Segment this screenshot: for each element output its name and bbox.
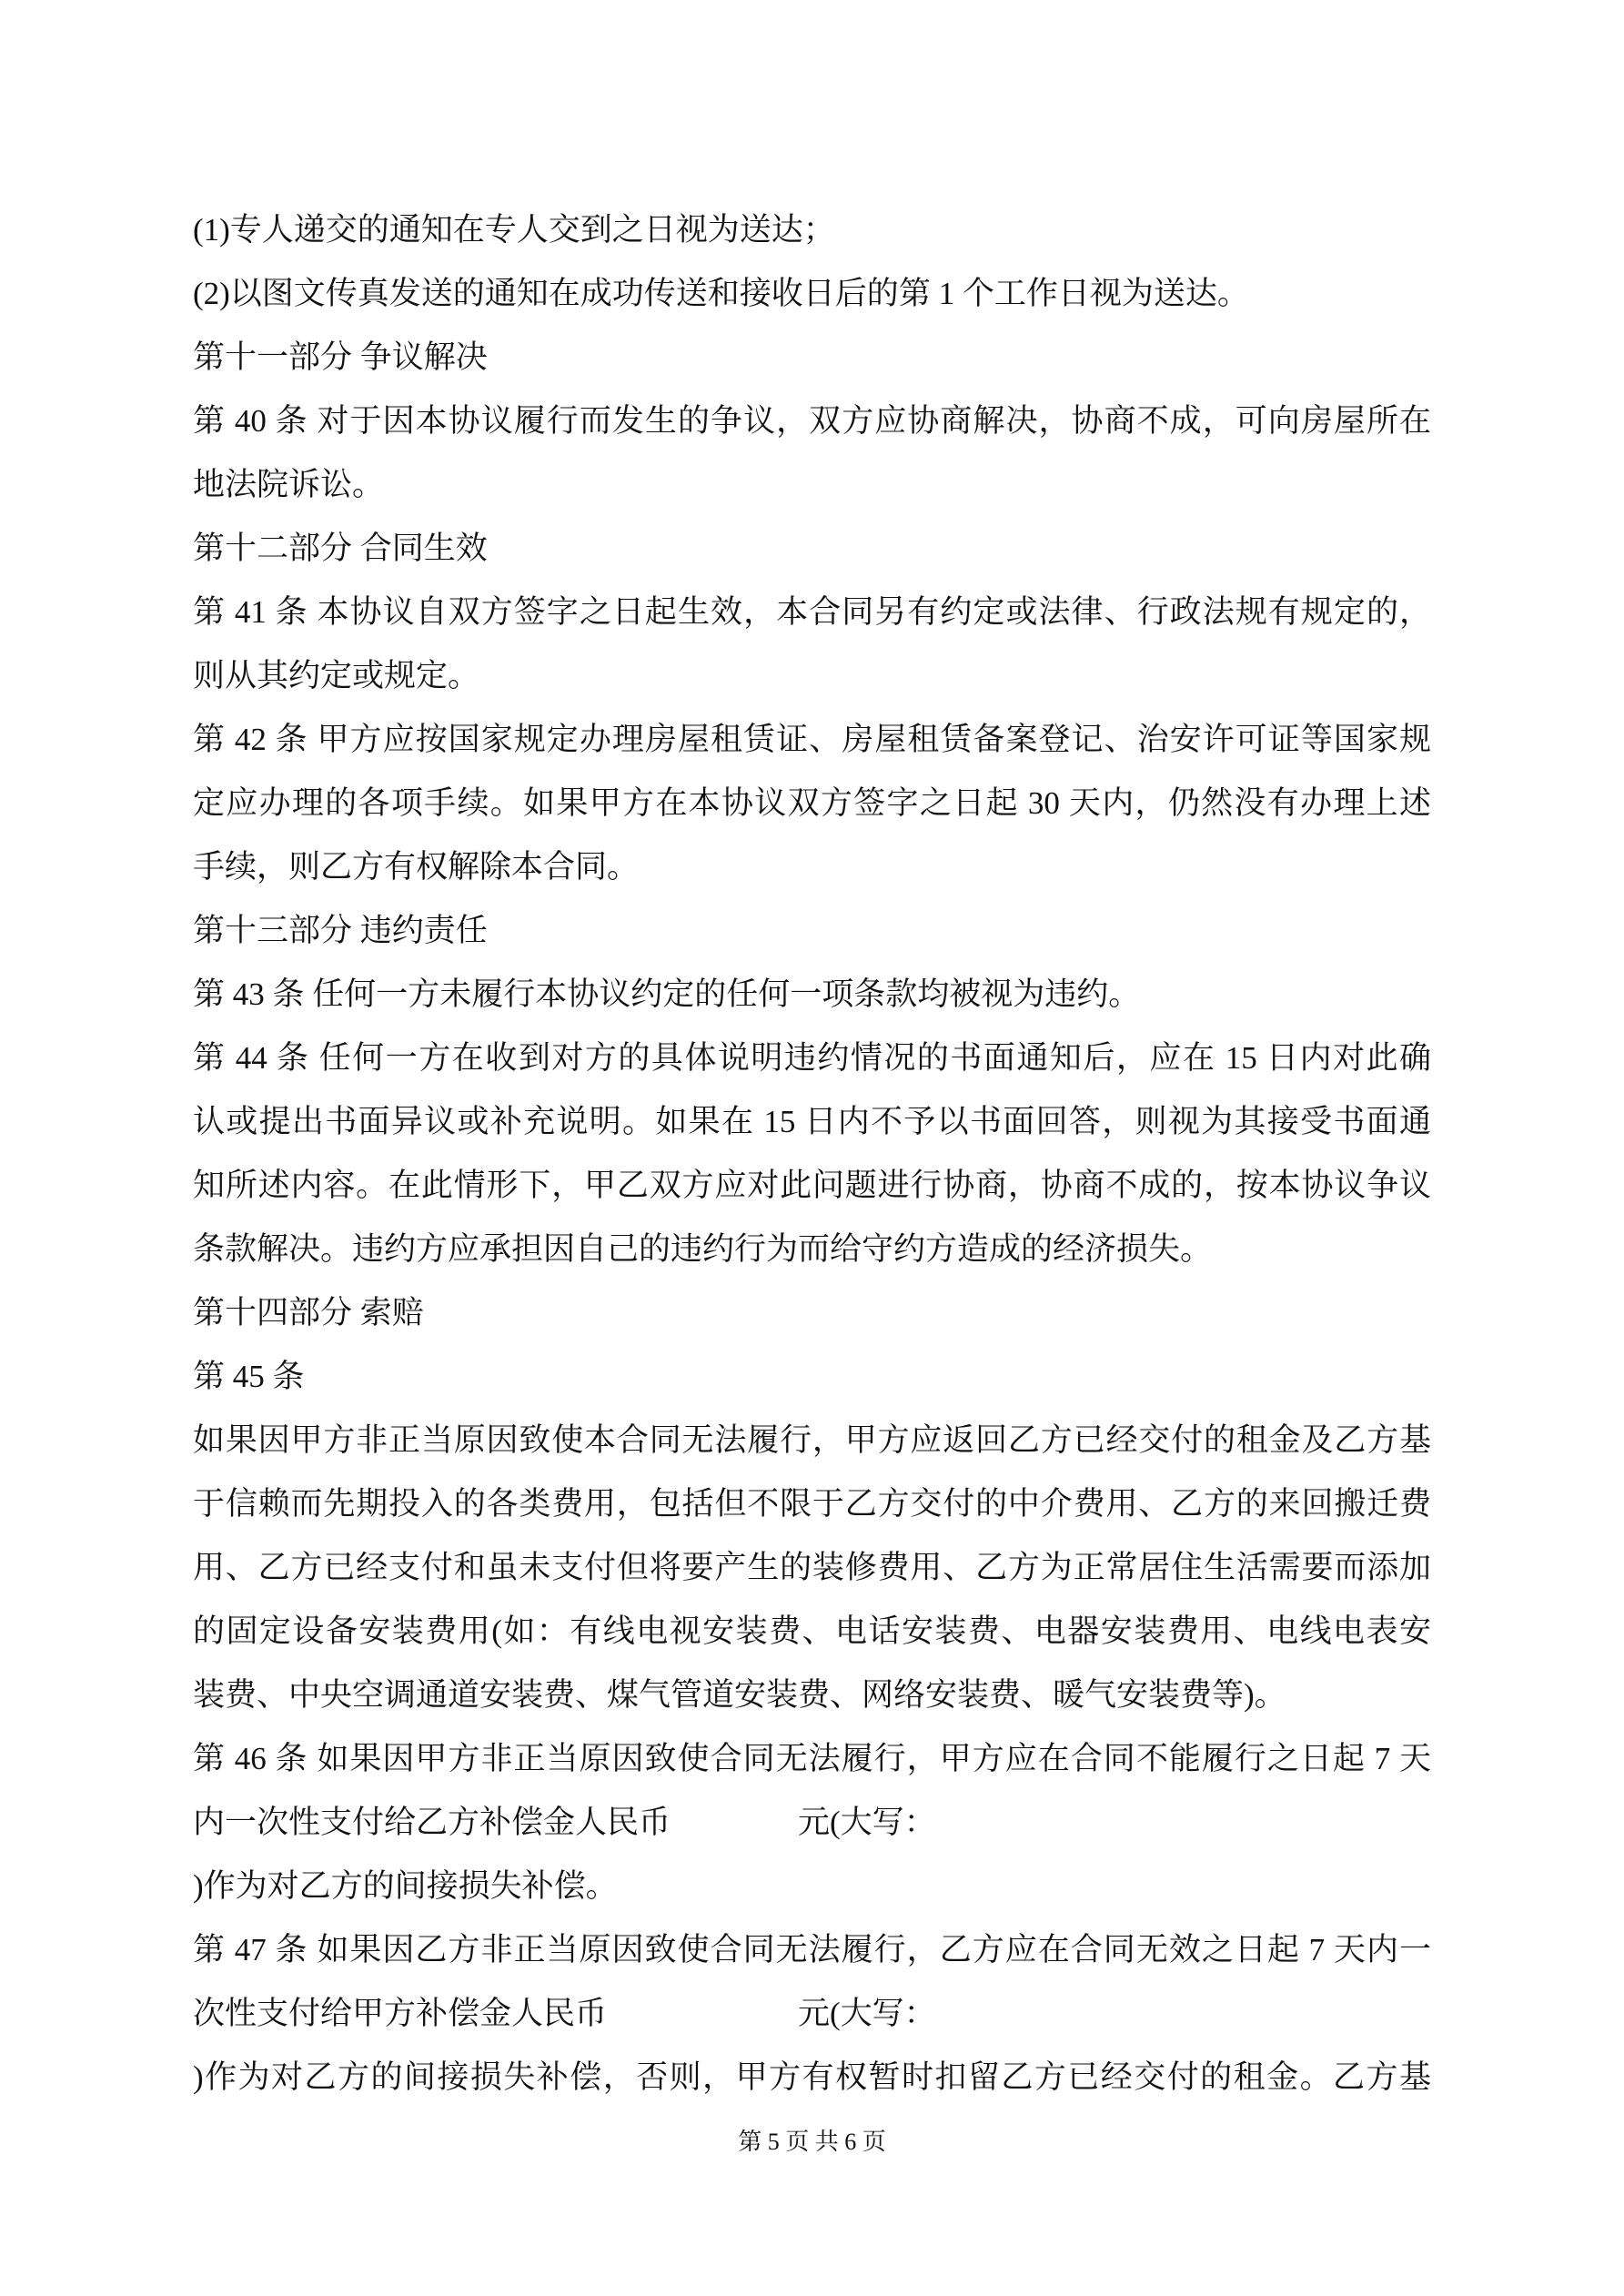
page-footer: 第 5 页 共 6 页 [738, 2129, 886, 2155]
document-line: 第 44 条 任何一方在收到对方的具体说明违约情况的书面通知后，应在 15 日内对此确 [193, 1040, 1431, 1076]
document-line: 第十四部分 索赔 [193, 1295, 424, 1330]
document-line: 地法院诉讼。 [193, 467, 385, 502]
document-line: 认或提出书面异议或补充说明。如果在 15 日内不予以书面回答，则视为其接受书面通 [193, 1104, 1431, 1139]
document-line: 第 40 条 对于因本协议履行而发生的争议，双方应协商解决，协商不成，可向房屋所在 [193, 403, 1431, 439]
document-line: 第 41 条 本协议自双方签字之日起生效，本合同另有约定或法律、行政法规有规定的， [193, 594, 1431, 630]
document-line: 第十一部分 争议解决 [193, 339, 488, 375]
document-line: 的固定设备安装费用(如：有线电视安装费、电话安装费、电器安装费用、电线电表安 [193, 1613, 1431, 1649]
document-line: 如果因甲方非正当原因致使本合同无法履行，甲方应返回乙方已经交付的租金及乙方基 [193, 1422, 1431, 1458]
document-line: 手续，则乙方有权解除本合同。 [193, 849, 640, 885]
document-line: 第十三部分 违约责任 [193, 913, 488, 948]
document-line: 第 43 条 任何一方未履行本协议约定的任何一项条款均被视为违约。 [193, 976, 1141, 1012]
document-line: 第 42 条 甲方应按国家规定办理房屋租赁证、房屋租赁备案登记、治安许可证等国家规 [193, 722, 1431, 757]
document-body [193, 198, 1431, 2109]
document-line: 内一次性支付给乙方补偿金人民币 元(大写： [193, 1805, 936, 1840]
document-line: 装费、中央空调通道安装费、煤气管道安装费、网络安装费、暖气安装费等)。 [193, 1677, 1286, 1713]
document-line: 知所述内容。在此情形下，甲乙双方应对此问题进行协商，协商不成的，按本协议争议 [193, 1168, 1431, 1203]
document-line: 第十二部分 合同生效 [193, 531, 488, 566]
document-line: (1)专人递交的通知在专人交到之日视为送达； [193, 212, 835, 248]
document-line: )作为对乙方的间接损失补偿，否则，甲方有权暂时扣留乙方已经交付的租金。乙方基 [193, 2059, 1431, 2095]
document-line: 第 47 条 如果因乙方非正当原因致使合同无法履行，乙方应在合同无效之日起 7 天内一 [193, 1932, 1431, 1967]
document-line: (2)以图文传真发送的通知在成功传送和接收日后的第 1 个工作日视为送达。 [193, 276, 1249, 311]
document-line: 则从其约定或规定。 [193, 658, 480, 693]
document-line: 定应办理的各项手续。如果甲方在本协议双方签字之日起 30 天内，仍然没有办理上述 [193, 785, 1431, 821]
document-line: 用、乙方已经支付和虽未支付但将要产生的装修费用、乙方为正常居住生活需要而添加 [193, 1550, 1431, 1585]
document-line: 于信赖而先期投入的各类费用，包括但不限于乙方交付的中介费用、乙方的来回搬迁费 [193, 1486, 1431, 1522]
document-line: 次性支付给甲方补偿金人民币 元(大写： [193, 1996, 936, 2031]
document-line: 第 46 条 如果因甲方非正当原因致使合同无法履行，甲方应在合同不能履行之日起 7 天 [193, 1741, 1431, 1776]
document-line: )作为对乙方的间接损失补偿。 [193, 1868, 618, 1904]
document-line: 条款解决。违约方应承担因自己的违约行为而给守约方造成的经济损失。 [193, 1231, 1213, 1267]
document-line: 第 45 条 [193, 1359, 305, 1394]
